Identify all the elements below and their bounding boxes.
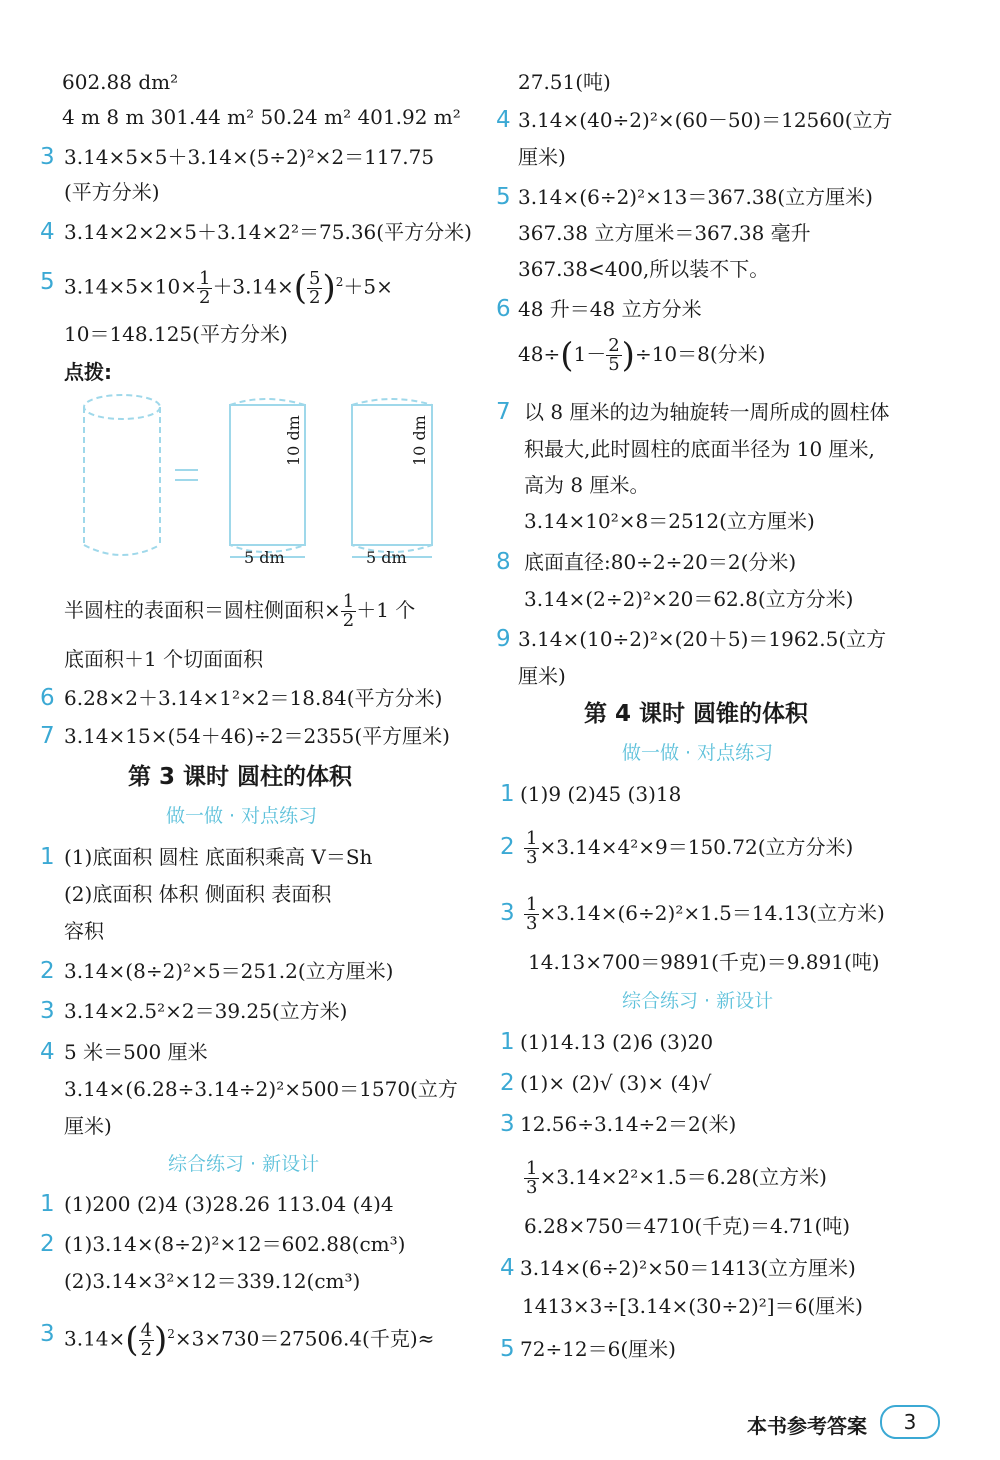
z3-number: 3 — [40, 1321, 55, 1347]
frac-top: 1 — [526, 894, 538, 915]
q6-line: 6.28×2＋3.14×1²×2＝18.84(平方分米) — [64, 686, 443, 710]
s4q1-number: 1 — [500, 781, 515, 807]
q7-line: 3.14×15×(54＋46)÷2＝2355(平方厘米) — [64, 724, 450, 748]
s3q4-line-a: 5 米＝500 厘米 — [64, 1040, 208, 1064]
q3-line-b: (平方分米) — [64, 180, 160, 204]
y3-line-c: 6.28×750＝4710(千克)＝4.71(吨) — [524, 1214, 851, 1238]
frac-top: 1 — [198, 267, 211, 289]
explain-line-1 — [64, 588, 415, 632]
s3q2-line: 3.14×(8÷2)²×5＝251.2(立方厘米) — [64, 959, 394, 983]
fraction-third — [524, 896, 539, 933]
section4-title: 第 4 课时 圆锥的体积 — [584, 701, 809, 727]
section3-title: 第 3 课时 圆柱的体积 — [128, 764, 353, 790]
page-number-badge — [880, 1405, 940, 1439]
r7-line-d: 3.14×10²×8＝2512(立方厘米) — [524, 509, 815, 533]
paren-close: ) — [322, 268, 336, 309]
frac-bottom: 3 — [526, 1177, 538, 1198]
paren-open: ( — [125, 1320, 139, 1361]
z2-number: 2 — [40, 1231, 55, 1257]
z1-number: 1 — [40, 1191, 55, 1217]
l-top1: 602.88 dm² — [62, 70, 179, 94]
paren-close: ) — [154, 1320, 168, 1361]
s4q2-text: ×3.14×4²×9＝150.72(立方分米) — [539, 835, 854, 859]
cylinder-top — [84, 395, 160, 419]
explain-line-2: 底面积＋1 个切面面积 — [64, 647, 264, 671]
q6-number: 6 — [40, 685, 55, 711]
frac-bottom: 2 — [198, 286, 211, 308]
q4-number: 4 — [40, 219, 55, 245]
dim-5dm-1: 5 dm — [244, 548, 285, 567]
frac-bottom: 2 — [309, 286, 321, 308]
r5-number: 5 — [496, 184, 511, 210]
q4-line: 3.14×2×2×5＋3.14×2²＝75.36(平方分米) — [64, 220, 472, 244]
section4-sub2: 综合练习 · 新设计 — [622, 990, 774, 1012]
q7-number: 7 — [40, 723, 55, 749]
r6-number: 6 — [496, 296, 511, 322]
s3q1-line-b: (2)底面积 体积 侧面积 表面积 — [64, 882, 332, 906]
s3q1-number: 1 — [40, 844, 55, 870]
z3-part1: 3.14× — [64, 1326, 126, 1351]
frac-top: 1 — [526, 828, 538, 849]
r4-number: 4 — [496, 107, 511, 133]
s3q3-line: 3.14×2.5²×2＝39.25(立方米) — [64, 999, 348, 1023]
y4-line-b: 1413×3÷[3.14×(30÷2)²]＝6(厘米) — [522, 1294, 863, 1318]
r8-line-a: 底面直径:80÷2÷20＝2(分米) — [524, 550, 797, 574]
paren-close: ) — [621, 335, 635, 376]
r5-line-a: 3.14×(6÷2)²×13＝367.38(立方厘米) — [518, 185, 873, 209]
frac-bottom: 3 — [526, 847, 538, 868]
z3-line — [64, 1312, 434, 1361]
y1-line: (1)14.13 (2)6 (3)20 — [520, 1030, 714, 1054]
y3-number: 3 — [500, 1111, 515, 1137]
s3q4-line-b: 3.14×(6.28÷3.14÷2)²×500＝1570(立方 — [64, 1077, 458, 1101]
page-number: 3 — [903, 1410, 917, 1434]
y3-line-a: 12.56÷3.14÷2＝2(米) — [520, 1112, 737, 1136]
frac-bottom: 2 — [342, 610, 355, 631]
q5-number: 5 — [40, 269, 55, 295]
s4q3-line-a — [524, 891, 885, 935]
explain-part1: 半圆柱的表面积＝圆柱侧面积× — [64, 598, 341, 622]
q5-part2: ＋3.14× — [212, 274, 294, 299]
dim-5dm-2: 5 dm — [366, 548, 407, 567]
fraction-third — [524, 830, 539, 867]
y2-line: (1)× (2)√ (3)× (4)√ — [520, 1071, 712, 1095]
square-mark: 2 — [335, 275, 344, 289]
r6-part3: ÷10＝8(分米) — [634, 342, 766, 366]
dim-10dm-2: 10 dm — [410, 415, 429, 466]
frac-bottom: 3 — [526, 913, 538, 934]
q5-line-b: 10＝148.125(平方分米) — [64, 322, 288, 346]
r6-line-b — [518, 332, 765, 376]
s4q3-line-b: 14.13×700＝9891(千克)＝9.891(吨) — [528, 950, 880, 974]
explain-part2: ＋1 个 — [356, 598, 416, 622]
section3-sub1: 做一做 · 对点练习 — [166, 805, 318, 827]
s4q1-line: (1)9 (2)45 (3)18 — [520, 782, 682, 806]
r9-number: 9 — [496, 626, 511, 652]
r5-line-c: 367.38<400,所以装不下。 — [518, 257, 770, 281]
frac-top: 4 — [140, 1319, 153, 1341]
frac-bottom: 2 — [140, 1338, 153, 1360]
paren-open: ( — [293, 268, 307, 309]
r6-part2: 1－ — [573, 342, 607, 366]
y5-line: 72÷12＝6(厘米) — [520, 1337, 676, 1361]
fraction-half-2 — [341, 593, 356, 630]
hint-label: 点拨: — [64, 360, 112, 384]
r7-line-c: 高为 8 厘米。 — [524, 473, 650, 497]
r4-line-a: 3.14×(40÷2)²×(60－50)＝12560(立方 — [518, 108, 893, 132]
section3-sub2: 综合练习 · 新设计 — [168, 1153, 320, 1175]
r8-line-b: 3.14×(2÷2)²×20＝62.8(立方分米) — [524, 587, 854, 611]
y4-number: 4 — [500, 1255, 515, 1281]
s3q1-line-a: (1)底面积 圆柱 底面积乘高 V＝Sh — [64, 845, 373, 869]
s3q4-number: 4 — [40, 1039, 55, 1065]
q5-part1: 3.14×5×10× — [64, 274, 197, 299]
y4-line-a: 3.14×(6÷2)²×50＝1413(立方厘米) — [520, 1256, 856, 1280]
s4q2-number: 2 — [500, 834, 515, 860]
z2-line-a: (1)3.14×(8÷2)²×12＝602.88(cm³) — [64, 1232, 406, 1256]
y3-line-b — [524, 1155, 827, 1199]
l-top2: 4 m 8 m 301.44 m² 50.24 m² 401.92 m² — [62, 105, 461, 129]
s3q3-number: 3 — [40, 998, 55, 1024]
y5-number: 5 — [500, 1336, 515, 1362]
q5-line-a — [64, 260, 393, 309]
q3-line-a: 3.14×5×5＋3.14×(5÷2)²×2＝117.75 — [64, 145, 435, 169]
r7-line-b: 积最大,此时圆柱的底面半径为 10 厘米, — [524, 437, 875, 461]
r7-line-a: 以 8 厘米的边为轴旋转一周所成的圆柱体 — [524, 400, 890, 424]
s4q3-text: ×3.14×(6÷2)²×1.5＝14.13(立方米) — [539, 901, 885, 925]
r8-number: 8 — [496, 549, 511, 575]
section4-sub1: 做一做 · 对点练习 — [622, 742, 774, 764]
s3q2-number: 2 — [40, 958, 55, 984]
y1-number: 1 — [500, 1029, 515, 1055]
s4q2-line — [524, 825, 853, 869]
q5-part3: ＋5× — [343, 274, 393, 299]
fraction-2-5 — [606, 337, 621, 374]
fraction-4-2 — [139, 1319, 154, 1360]
s3q1-line-c: 容积 — [64, 919, 104, 943]
z3-part2: ×3×730＝27506.4(千克)≈ — [174, 1326, 435, 1351]
s3q4-line-c: 厘米) — [64, 1114, 112, 1138]
square-mark: 2 — [167, 1327, 175, 1341]
frac-top: 1 — [526, 1158, 538, 1179]
r7-number: 7 — [496, 399, 511, 425]
frac-top: 2 — [608, 335, 620, 356]
fraction-third — [524, 1160, 539, 1197]
r4-line-b: 厘米) — [518, 145, 566, 169]
z1-line: (1)200 (2)4 (3)28.26 113.04 (4)4 — [64, 1192, 394, 1216]
frac-top: 1 — [342, 591, 355, 612]
z2-line-b: (2)3.14×3²×12＝339.12(cm³) — [64, 1269, 361, 1293]
frac-top: 5 — [309, 267, 321, 289]
r5-line-b: 367.38 立方厘米＝367.38 毫升 — [518, 221, 811, 245]
fraction-5-2 — [307, 267, 322, 308]
footer-label: 本书参考答案 — [747, 1414, 867, 1438]
paren-open: ( — [560, 335, 574, 376]
cylinder-bottom — [84, 545, 160, 555]
cylinder-diagram — [80, 385, 460, 570]
r9-line-a: 3.14×(10÷2)²×(20＋5)＝1962.5(立方 — [518, 627, 887, 651]
y2-number: 2 — [500, 1070, 515, 1096]
s4q3-number: 3 — [500, 900, 515, 926]
frac-bottom: 5 — [608, 354, 620, 375]
y3-text: ×3.14×2²×1.5＝6.28(立方米) — [539, 1165, 827, 1189]
r-top: 27.51(吨) — [518, 70, 611, 94]
fraction-half — [197, 267, 212, 308]
r9-line-b: 厘米) — [518, 664, 566, 688]
r6-part1: 48÷ — [518, 342, 561, 366]
dim-10dm-1: 10 dm — [284, 415, 303, 466]
r6-line-a: 48 升＝48 立方分米 — [518, 297, 702, 321]
q3-number: 3 — [40, 144, 55, 170]
